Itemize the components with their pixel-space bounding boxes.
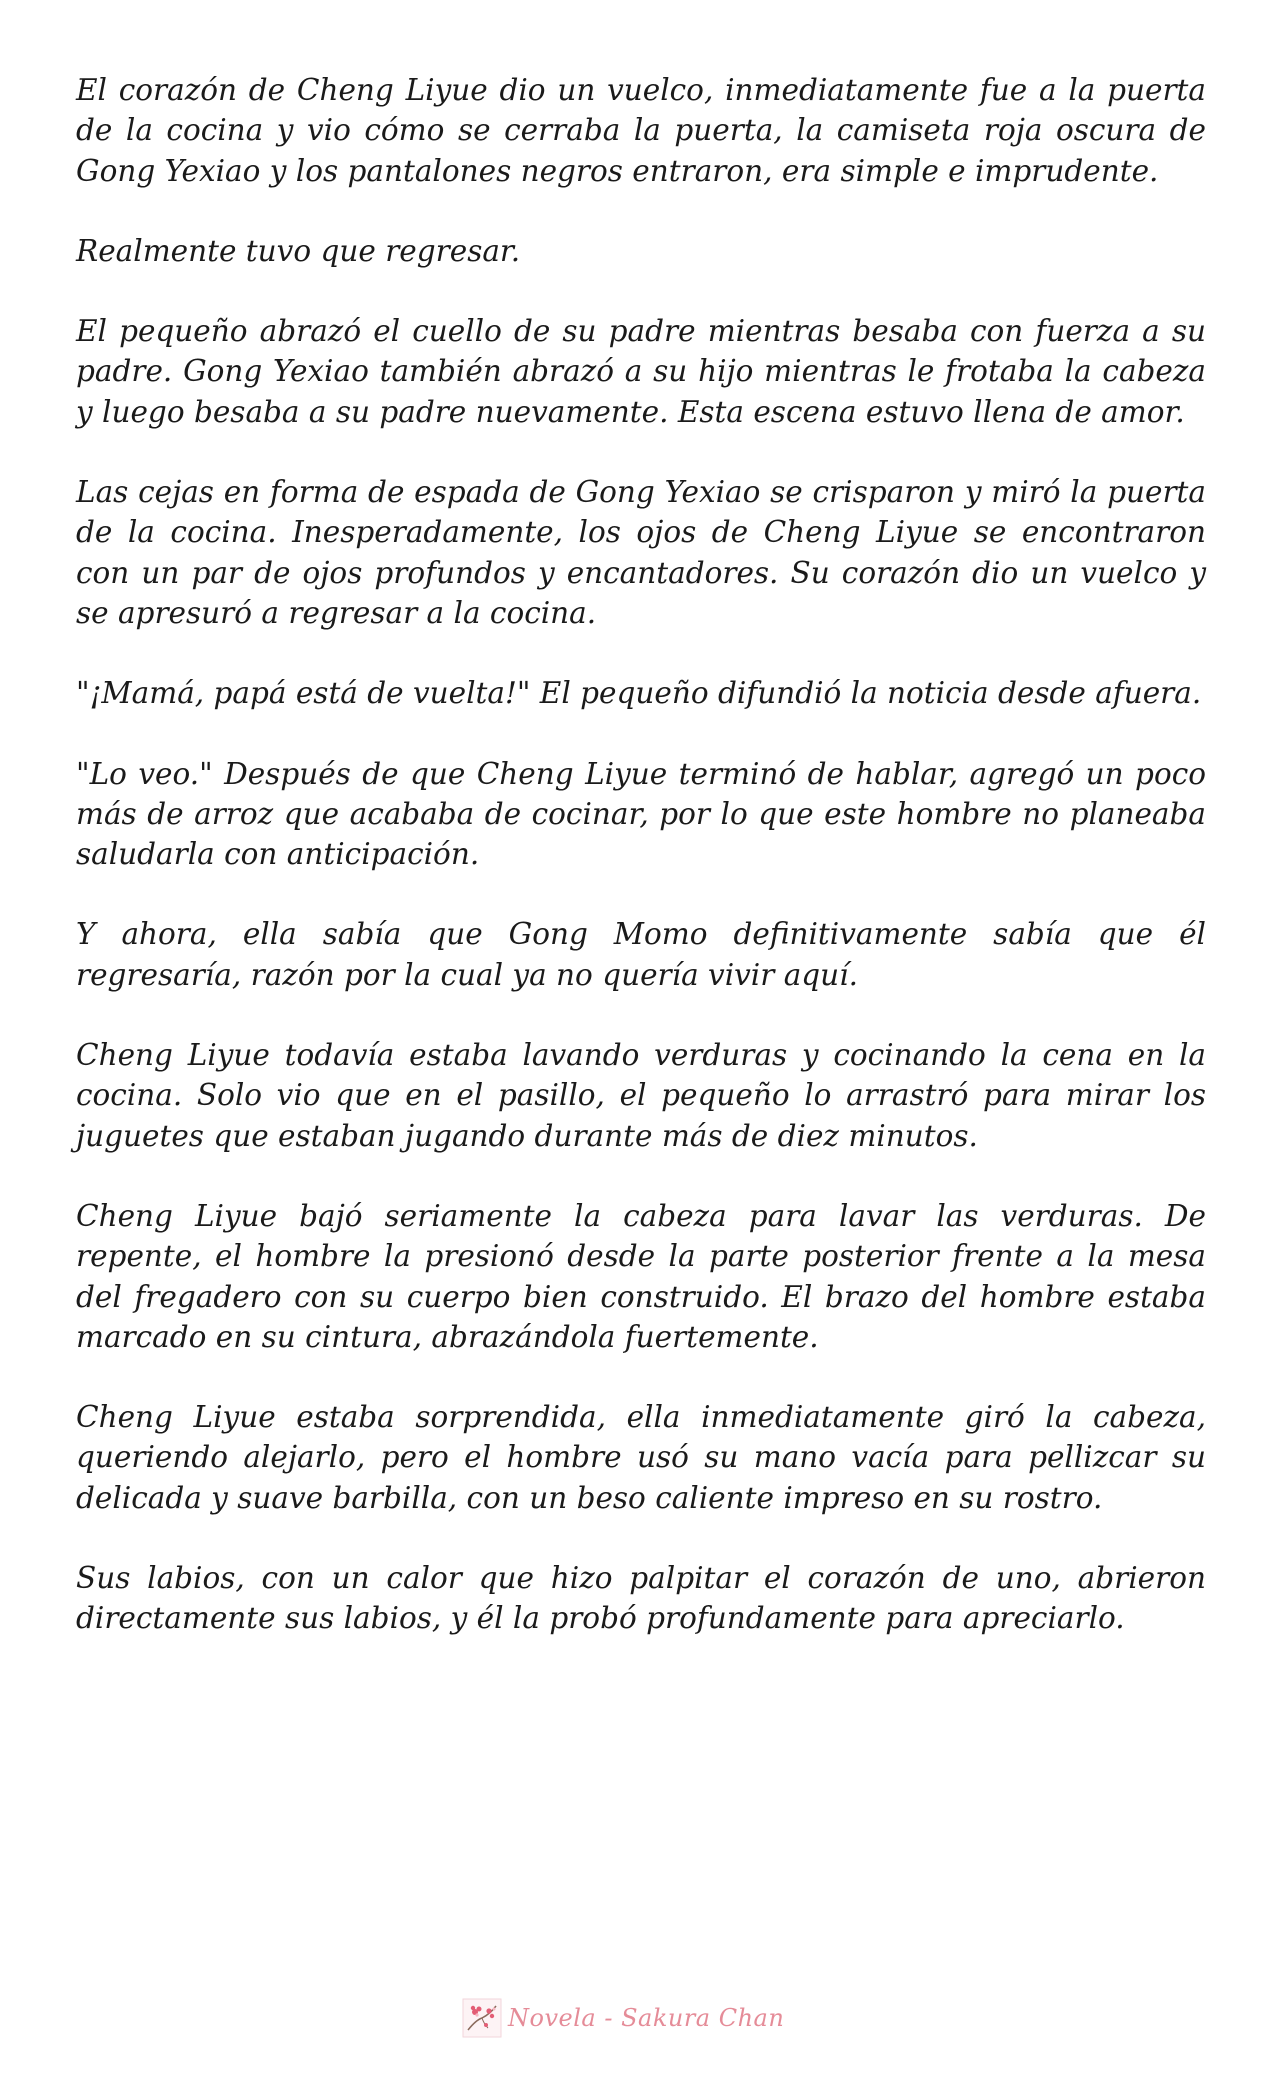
footer-text: Novela - Sakura Chan: [508, 2004, 785, 2032]
paragraph: Y ahora, ella sabía que Gong Momo definitivamente sabía que él regresaría, razón por la cual ya no quería vivir aquí.: [76, 917, 1206, 992]
footer-watermark: [462, 1996, 784, 2040]
document-body: [76, 70, 1206, 1679]
paragraph: Sus labios, con un calor que hizo palpitar el corazón de uno, abrieron directamente sus labios, y él la probó profundamente para apreciarlo.: [76, 1561, 1206, 1636]
paragraph: "¡Mamá, papá está de vuelta!" El pequeño difundió la noticia desde afuera.: [76, 676, 1202, 711]
paragraph: El corazón de Cheng Liyue dio un vuelco, inmediatamente fue a la puerta de la cocina y vio cómo se cerraba la puerta, la camiseta roja oscura de Gong Yexiao y los pantalones negros entraron, era simple e imprudente.: [76, 73, 1206, 188]
paragraph: "Lo veo." Después de que Cheng Liyue terminó de hablar, agregó un poco más de arroz que acababa de cocinar, por lo que este hombre no planeaba saludarla con anticipación.: [76, 756, 1206, 872]
paragraph: Cheng Liyue estaba sorprendida, ella inmediatamente giró la cabeza, queriendo alejarlo, pero el hombre usó su mano vacía para pellizcar su delicada y suave barbilla, con un beso caliente impreso en su rostro.: [76, 1400, 1206, 1515]
sakura-flower-icon: [462, 1998, 502, 2038]
paragraph: Realmente tuvo que regresar.: [76, 233, 521, 268]
paragraph: Cheng Liyue todavía estaba lavando verduras y cocinando la cena en la cocina. Solo vio que en el pasillo, el pequeño lo arrastró para mirar los juguetes que estaban jugando durante más de diez minutos.: [76, 1038, 1206, 1153]
paragraph: El pequeño abrazó el cuello de su padre mientras besaba con fuerza a su padre. Gong Yexiao también abrazó a su hijo mientras le frotaba la cabeza y luego besaba a su padre nuevamente. Esta escena estuvo llena de amor.: [76, 314, 1206, 429]
paragraph: Las cejas en forma de espada de Gong Yexiao se crisparon y miró la puerta de la cocina. Inesperadamente, los ojos de Cheng Liyue se encontraron con un par de ojos profundos y encantadores. Su corazón dio un vuelco y se apresuró a regresar a la cocina.: [76, 475, 1206, 630]
paragraph: Cheng Liyue bajó seriamente la cabeza para lavar las verduras. De repente, el hombre la presionó desde la parte posterior frente a la mesa del fregadero con su cuerpo bien construido. El brazo del hombre estaba marcado en su cintura, abrazándola fuertemente.: [76, 1198, 1206, 1354]
